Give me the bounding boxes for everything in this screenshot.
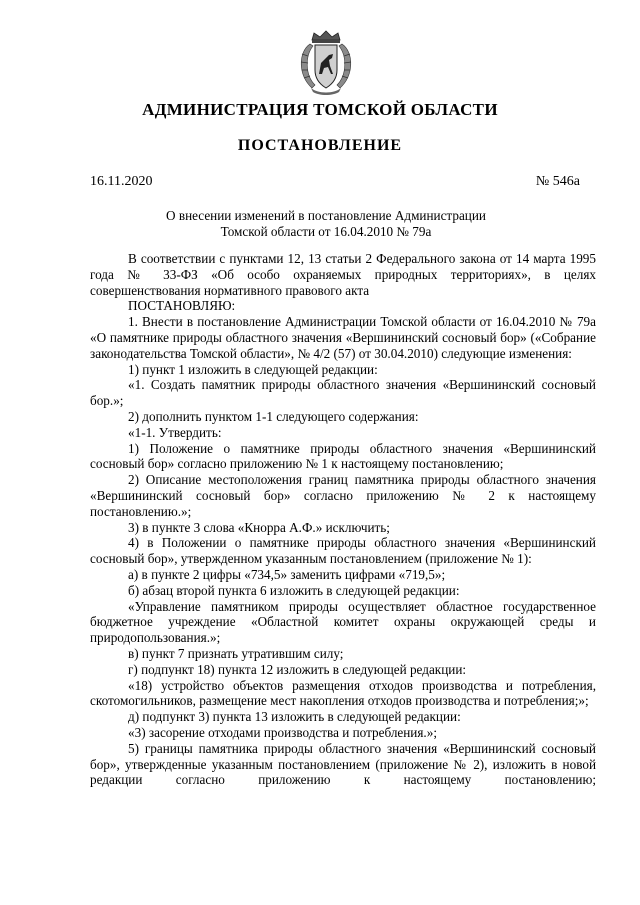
paragraph: 3) в пункте 3 слова «Кнорра А.Ф.» исключить; — [128, 519, 390, 535]
paragraph: в) пункт 7 признать утратившим силу; — [128, 645, 344, 661]
paragraph: г) подпункт 18) пункта 12 изложить в следующей редакции: — [128, 661, 467, 677]
paragraph: 2) Описание местоположения границ памятника природы областного значения «Вершининский сосновый бор» согласно приложению № 2 к настоящему постановлению.»; — [90, 472, 596, 519]
subject-line: О внесении изменений в постановление Администрации — [166, 208, 486, 223]
paragraph: 4) в Положении о памятнике природы областного значения «Вершининский сосновый бор», утвержденном указанным постановлением (приложение № 1): — [90, 535, 596, 567]
paragraph: 1. Внести в постановление Администрации Томской области от 16.04.2010 № 79а «О памятнике природы областного значения «Вершининский сосновый бор» («Собрание законодательства Томской области», № 4/2 (57) от 30.04.2010) следующие изменения: — [90, 314, 596, 361]
document-number: № 546а — [535, 174, 580, 189]
paragraph: б) абзац второй пункта 6 изложить в следующей редакции: — [128, 582, 460, 598]
paragraph: 1) Положение о памятнике природы областного значения «Вершининский сосновый бор» согласно приложению № 1 к настоящему постановлению; — [90, 440, 596, 472]
document-subject — [120, 208, 532, 240]
document-date: 16.11.2020 — [90, 174, 153, 189]
paragraph: «1-1. Утвердить: — [128, 424, 222, 440]
subject-line: Томской области от 16.04.2010 № 79а — [220, 224, 432, 239]
paragraph: 2) дополнить пунктом 1-1 следующего содержания: — [128, 408, 419, 424]
paragraph: 1) пункт 1 изложить в следующей редакции: — [128, 361, 378, 377]
paragraph: д) подпункт 3) пункта 13 изложить в следующей редакции: — [128, 709, 461, 725]
paragraph: 5) границы памятника природы областного значения «Вершининский сосновый бор», утвержденные указанным постановлением (приложение № 2), изложить в новой редакции согласно приложению к настоящему постановлению; — [90, 740, 596, 788]
paragraph: а) в пункте 2 цифры «734,5» заменить цифрами «719,5»; — [128, 566, 446, 582]
document-body — [90, 251, 596, 788]
paragraph: «1. Создать памятник природы областного значения «Вершининский сосновый бор.»; — [90, 377, 596, 409]
organization-title: АДМИНИСТРАЦИЯ ТОМСКОЙ ОБЛАСТИ — [142, 100, 498, 119]
paragraph: В соответствии с пунктами 12, 13 статьи 2 Федерального закона от 14 марта 1995 года № 33-ФЗ «Об особо охраняемых природных территориях», в целях совершенствования нормативного правового акта — [90, 251, 596, 298]
paragraph: «3) засорение отходами производства и потребления.»; — [128, 724, 437, 740]
paragraph: «18) устройство объектов размещения отходов производства и потребления, скотомогильников, размещение мест накопления отходов производства и потребления;»; — [90, 677, 596, 709]
paragraph: ПОСТАНОВЛЯЮ: — [128, 298, 236, 314]
document-type: ПОСТАНОВЛЕНИЕ — [237, 137, 403, 154]
tomsk-region-coat-of-arms-icon — [296, 30, 356, 96]
paragraph: «Управление памятником природы осуществляет областное государственное бюджетное учреждение «Областной комитет охраны окружающей среды и природопользования.»; — [90, 598, 596, 646]
